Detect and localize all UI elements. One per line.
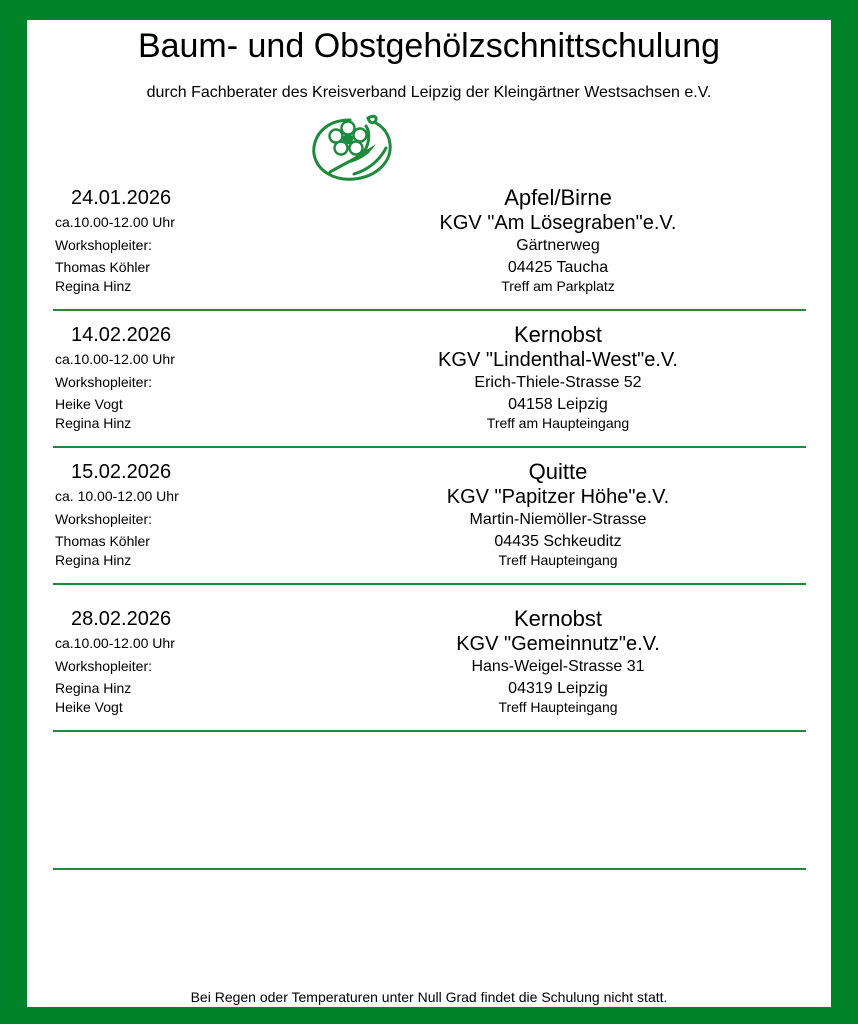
venue-city: 04425 Taucha	[507, 259, 609, 276]
venue-name: KGV "Gemeinnutz"e.V.	[456, 633, 660, 655]
workshop-leader: Thomas Köhler	[55, 533, 150, 549]
session-topic: Apfel/Birne	[504, 185, 612, 210]
session-topic: Quitte	[528, 459, 588, 484]
venue-city: 04319 Leipzig	[508, 680, 608, 697]
workshop-leader: Heike Vogt	[55, 699, 123, 715]
venue-street: Martin-Niemöller-Strasse	[469, 511, 647, 528]
session-entry	[53, 458, 806, 584]
session-entry	[53, 605, 806, 731]
venue-street: Hans-Weigel-Strasse 31	[471, 658, 645, 675]
venue-name: KGV "Lindenthal-West"e.V.	[438, 349, 678, 371]
session-time: ca.10.00-12.00 Uhr	[55, 214, 175, 230]
meeting-point: Treff am Parkplatz	[501, 278, 615, 294]
workshop-leader: Regina Hinz	[55, 552, 132, 568]
venue-street: Gärtnerweg	[516, 237, 600, 254]
separator-line	[53, 868, 806, 870]
meeting-point: Treff Haupteingang	[498, 552, 618, 568]
session-date: 24.01.2026	[71, 187, 172, 209]
workshop-leader-label: Workshopleiter:	[55, 511, 153, 527]
session-date: 15.02.2026	[71, 461, 172, 483]
session-date: 28.02.2026	[71, 608, 172, 630]
venue-name: KGV "Am Lösegraben"e.V.	[439, 212, 677, 234]
footer-note: Bei Regen oder Temperaturen unter Null Grad findet die Schulung nicht statt.	[190, 989, 668, 1005]
separator-line	[53, 730, 806, 732]
session-date: 14.02.2026	[71, 324, 172, 346]
session-time: ca.10.00-12.00 Uhr	[55, 351, 175, 367]
venue-city: 04435 Schkeuditz	[494, 533, 622, 550]
workshop-leader-label: Workshopleiter:	[55, 374, 153, 390]
workshop-leader-label: Workshopleiter:	[55, 658, 153, 674]
venue-name: KGV "Papitzer Höhe"e.V.	[446, 486, 670, 508]
workshop-leader: Regina Hinz	[55, 278, 132, 294]
flower-logo-icon	[310, 112, 395, 184]
session-topic: Kernobst	[513, 606, 603, 631]
session-time: ca.10.00-12.00 Uhr	[55, 635, 175, 651]
page-subtitle: durch Fachberater des Kreisverband Leipzig der Kleingärtner Westsachsen e.V.	[146, 84, 712, 101]
workshop-leader: Thomas Köhler	[55, 259, 150, 275]
workshop-leader-label: Workshopleiter:	[55, 237, 153, 253]
session-topic: Kernobst	[513, 322, 603, 347]
separator-line	[53, 309, 806, 311]
session-time: ca. 10.00-12.00 Uhr	[55, 488, 179, 504]
session-entry	[53, 184, 806, 310]
workshop-leader: Regina Hinz	[55, 680, 132, 696]
workshop-leader: Heike Vogt	[55, 396, 123, 412]
meeting-point: Treff Haupteingang	[498, 699, 618, 715]
page-title: Baum- und Obstgehölzschnittschulung	[137, 27, 721, 65]
venue-city: 04158 Leipzig	[508, 396, 608, 413]
venue-street: Erich-Thiele-Strasse 52	[474, 374, 642, 391]
separator-line	[53, 446, 806, 448]
separator-line	[53, 583, 806, 585]
session-entry	[53, 321, 806, 447]
meeting-point: Treff am Haupteingang	[486, 415, 630, 431]
workshop-leader: Regina Hinz	[55, 415, 132, 431]
